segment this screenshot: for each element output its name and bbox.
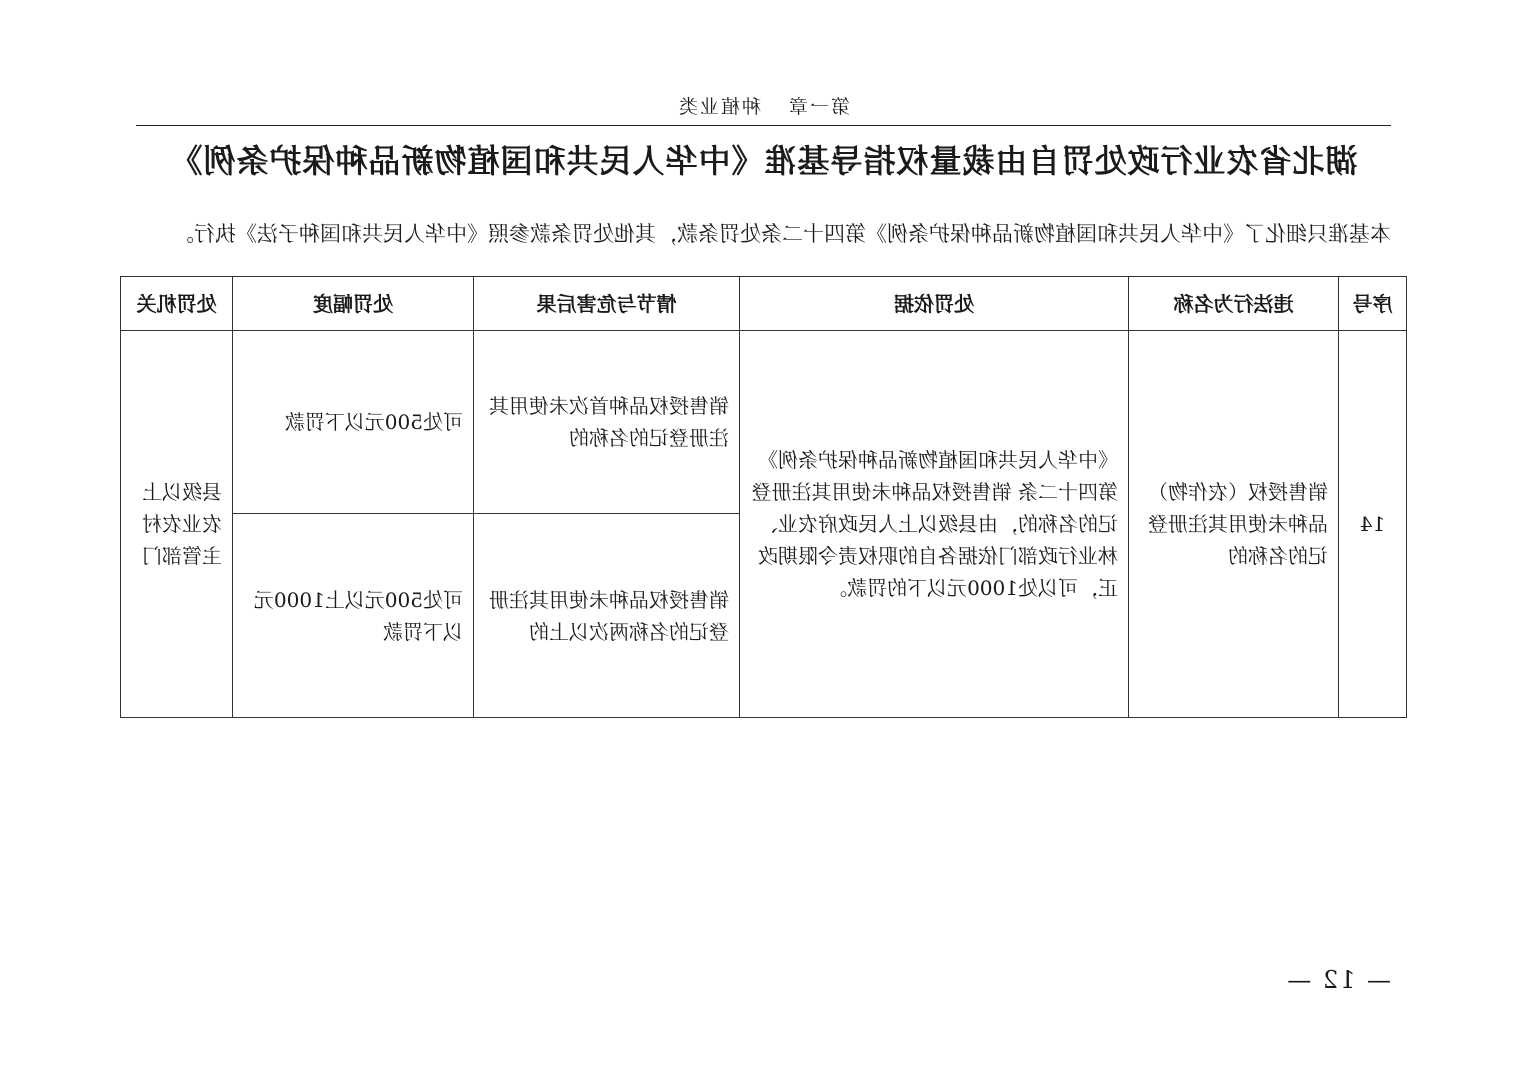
cell-seq: 14 (1339, 331, 1407, 718)
header-situation: 情节与危害后果 (474, 277, 740, 331)
penalty-standard-table (120, 276, 1407, 718)
header-basis: 处罚依据 (740, 277, 1129, 331)
page-number: — 12 — (1285, 966, 1391, 994)
cell-violation: 销售授权（农作物）品种未使用其注册登记的名称的 (1129, 331, 1339, 718)
chapter-label: 第一章 (787, 96, 851, 118)
header-violation: 违法行为名称 (1129, 277, 1339, 331)
cell-range-2: 可处500元以上1000元以下罚款 (233, 514, 474, 718)
table-row (121, 331, 1407, 514)
header-rule (136, 125, 1391, 126)
cell-situation-1: 销售授权品种首次未使用其注册登记的名称的 (474, 331, 740, 514)
cell-basis: 《中华人民共和国植物新品种保护条例》第四十二条 销售授权品种未使用其注册登记的名称的，由县级以上人民政府农业、林业行政部门依据各自的职权责令限期改正，可以处1000元以下的罚款。 (740, 331, 1129, 718)
header-range: 处罚幅度 (233, 277, 474, 331)
cell-situation-2: 销售授权品种未使用其注册登记的名称两次以上的 (474, 514, 740, 718)
table-header-row (121, 277, 1407, 331)
header-authority: 处罚机关 (121, 277, 233, 331)
document-title: 湖北省农业行政处罚自由裁量权指导基准《中华人民共和国植物新品种保护条例》 (169, 142, 1358, 180)
cell-authority: 县级以上农业农村主管部门 (121, 331, 233, 718)
header-seq: 序号 (1339, 277, 1407, 331)
cell-range-1: 可处500元以下罚款 (233, 331, 474, 514)
scope-note: 本基准只细化了《中华人民共和国植物新品种保护条例》第四十二条处罚条款，其他处罚条款参照《中华人民共和国种子法》执行。 (173, 222, 1391, 246)
section-label: 种植业类 (676, 96, 761, 118)
running-head (136, 92, 1391, 119)
